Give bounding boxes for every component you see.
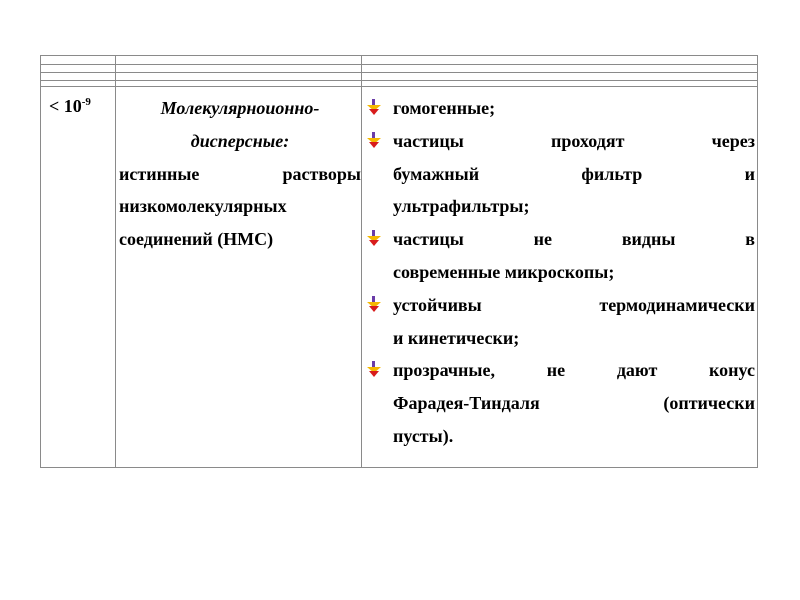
property-text: современные микроскопы; [393, 261, 615, 282]
system-type-text: низкомолекулярных [119, 196, 287, 217]
header-rule [41, 86, 757, 87]
system-type-title: Молекулярноионно- [160, 98, 320, 118]
property-item [365, 125, 755, 223]
size-exponent: -9 [81, 96, 91, 108]
arrow-bullet-icon [367, 296, 381, 312]
arrow-bullet-icon [367, 230, 381, 246]
arrow-bullet-icon [367, 99, 381, 115]
property-text: Фарадея-Тиндаля (оптически [393, 393, 755, 414]
property-text: гомогенные; [393, 98, 496, 118]
system-type-cell [119, 92, 361, 256]
property-item [365, 289, 755, 355]
arrow-bullet-icon [367, 132, 381, 148]
colloid-table [40, 55, 758, 468]
system-type-text: истинные растворы [119, 163, 361, 184]
header-rule [41, 80, 757, 81]
system-type-title: дисперсные: [190, 130, 290, 151]
size-value: < 10 [49, 96, 82, 116]
column-divider [361, 56, 362, 467]
system-type-text: соединений (НМС) [119, 229, 274, 250]
property-text: частицы не видны в [393, 229, 755, 250]
property-text: и кинетически; [393, 327, 520, 348]
header-rule [41, 72, 757, 73]
property-item [365, 354, 755, 452]
properties-cell [365, 92, 755, 453]
column-divider [115, 56, 116, 467]
property-text: устойчивы термодинамически [393, 294, 755, 315]
property-item [365, 223, 755, 289]
property-item [365, 92, 755, 125]
property-text: частицы проходят через [393, 130, 755, 151]
particle-size-cell [49, 94, 91, 118]
property-text: бумажный фильтр и [393, 163, 755, 184]
arrow-bullet-icon [367, 361, 381, 377]
property-text: ультрафильтры; [393, 196, 530, 217]
property-text: пусты). [393, 425, 454, 446]
property-text: прозрачные, не дают конус [393, 360, 755, 381]
header-rule [41, 64, 757, 65]
